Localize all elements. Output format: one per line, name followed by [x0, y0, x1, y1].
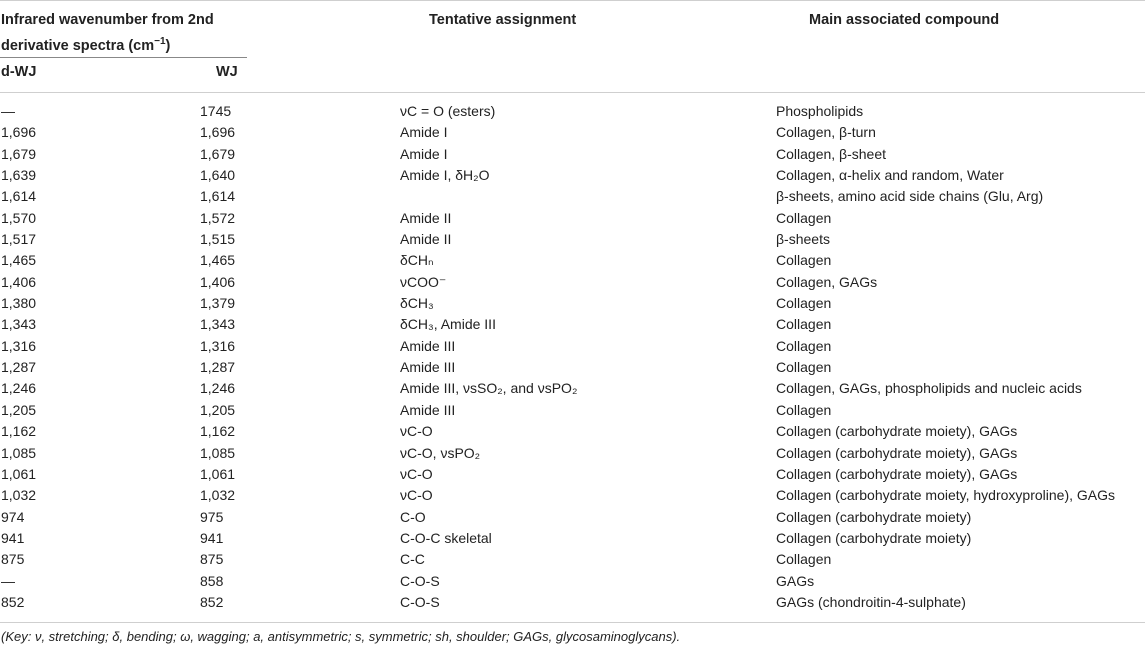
cell-assignment: νC-O — [400, 487, 433, 504]
cell-wj: 1,061 — [200, 465, 236, 482]
header-wavenumber-group — [1, 10, 214, 57]
table-row — [0, 378, 1145, 399]
header-col-wj: WJ — [216, 64, 238, 80]
cell-wj: 1745 — [200, 103, 232, 119]
cell-dwj: 1,696 — [1, 124, 37, 141]
cell-dwj: — — [1, 103, 15, 119]
cell-wj: 975 — [200, 508, 224, 525]
table-row — [0, 549, 1145, 570]
table-row — [0, 336, 1145, 357]
cell-compound: Collagen (carbohydrate moiety), GAGs — [776, 444, 1018, 461]
cell-wj: 1,406 — [200, 273, 236, 290]
table-row — [0, 144, 1145, 165]
cell-wj: 852 — [200, 593, 224, 610]
cell-wj: 1,246 — [200, 380, 236, 397]
table-row — [0, 272, 1145, 293]
cell-assignment: δCH₃, Amide III — [400, 316, 496, 333]
cell-wj: 1,640 — [200, 167, 236, 184]
cell-compound: Collagen, β-turn — [776, 124, 876, 141]
table-row — [0, 186, 1145, 207]
table-row — [0, 528, 1145, 549]
cell-wj: 1,696 — [200, 124, 236, 141]
cell-dwj: 1,162 — [1, 423, 37, 440]
cell-wj: 1,614 — [200, 188, 236, 205]
cell-compound: Collagen, GAGs — [776, 273, 878, 290]
cell-dwj: — — [1, 572, 15, 589]
cell-compound: Collagen — [776, 337, 832, 354]
cell-wj: 1,316 — [200, 337, 236, 354]
header-wavenumber-line1: Infrared wavenumber from 2nd — [1, 12, 214, 28]
cell-assignment: νC-O, νsPO₂ — [400, 444, 481, 461]
cell-dwj: 1,380 — [1, 295, 37, 312]
table-row — [0, 571, 1145, 592]
cell-dwj: 1,406 — [1, 273, 37, 290]
cell-dwj: 1,614 — [1, 188, 37, 205]
table-row — [0, 485, 1145, 506]
cell-compound: Collagen (carbohydrate moiety) — [776, 529, 972, 546]
table-row — [0, 421, 1145, 442]
cell-assignment: νC-O — [400, 465, 433, 482]
cell-assignment: Amide III — [400, 401, 456, 418]
cell-assignment: C-O-C skeletal — [400, 529, 492, 546]
cell-compound: GAGs — [776, 572, 815, 589]
cell-compound: Collagen (carbohydrate moiety), GAGs — [776, 423, 1018, 440]
header-group-underline — [0, 57, 247, 58]
table-body — [0, 101, 1145, 613]
cell-compound: Collagen — [776, 209, 832, 226]
cell-assignment: νC-O — [400, 423, 433, 440]
cell-wj: 858 — [200, 572, 224, 589]
cell-dwj: 1,287 — [1, 359, 37, 376]
table-row — [0, 229, 1145, 250]
cell-compound: GAGs (chondroitin-4-sulphate) — [776, 593, 966, 610]
cell-compound: Collagen — [776, 252, 832, 269]
cell-assignment: δCH₃ — [400, 295, 434, 312]
table-row — [0, 464, 1145, 485]
cell-dwj: 1,032 — [1, 487, 37, 504]
header-bottom-rule — [0, 92, 1145, 93]
cell-dwj: 1,246 — [1, 380, 37, 397]
cell-assignment: Amide III, νsSO₂, and νsPO₂ — [400, 380, 578, 397]
cell-dwj: 1,205 — [1, 401, 37, 418]
cell-assignment: Amide II — [400, 209, 452, 226]
table-row — [0, 293, 1145, 314]
cell-wj: 1,032 — [200, 487, 236, 504]
cell-compound: Collagen — [776, 316, 832, 333]
header-col-dwj: d-WJ — [1, 64, 37, 80]
table-bottom-rule — [0, 622, 1145, 623]
cell-wj: 1,205 — [200, 401, 236, 418]
table-footnote: (Key: ν, stretching; δ, bending; ω, wagging; a, antisymmetric; s, symmetric; sh, shoulder; GAGs, glycosaminoglycans). — [1, 629, 681, 644]
cell-compound: Collagen, β-sheet — [776, 145, 887, 162]
table-top-rule — [0, 0, 1145, 1]
table-row — [0, 250, 1145, 271]
cell-dwj: 1,465 — [1, 252, 37, 269]
table-row — [0, 122, 1145, 143]
cell-assignment: C-O-S — [400, 593, 440, 610]
cell-dwj: 1,570 — [1, 209, 37, 226]
cell-compound: β-sheets, amino acid side chains (Glu, Arg) — [776, 188, 1044, 205]
cell-dwj: 1,343 — [1, 316, 37, 333]
cell-compound: Phospholipids — [776, 103, 864, 119]
table-row — [0, 314, 1145, 335]
cell-dwj: 1,679 — [1, 145, 37, 162]
cell-dwj: 974 — [1, 508, 25, 525]
table-row — [0, 592, 1145, 613]
table-row — [0, 357, 1145, 378]
cell-compound: Collagen — [776, 295, 832, 312]
cell-wj: 1,679 — [200, 145, 236, 162]
cell-wj: 1,515 — [200, 231, 236, 248]
cell-wj: 1,287 — [200, 359, 236, 376]
cell-assignment: Amide II — [400, 231, 452, 248]
cell-assignment: Amide I, δH₂O — [400, 167, 490, 184]
cell-assignment: Amide III — [400, 337, 456, 354]
cell-assignment: C-O-S — [400, 572, 440, 589]
cell-compound: Collagen — [776, 551, 832, 568]
header-wavenumber-line2: derivative spectra $(cm^{-1})$ — [1, 36, 171, 54]
cell-wj: 1,162 — [200, 423, 236, 440]
cell-wj: 875 — [200, 551, 224, 568]
cell-wj: 1,379 — [200, 295, 236, 312]
cell-wj: 1,465 — [200, 252, 236, 269]
cell-dwj: 1,517 — [1, 231, 37, 248]
table-row — [0, 165, 1145, 186]
cell-assignment: C-O — [400, 508, 426, 525]
cell-dwj: 1,085 — [1, 444, 37, 461]
table-row — [0, 443, 1145, 464]
cell-dwj: 1,061 — [1, 465, 37, 482]
cell-assignment: Amide I — [400, 145, 448, 162]
cell-dwj: 875 — [1, 551, 25, 568]
cell-assignment: Amide I — [400, 124, 448, 141]
cell-wj: 1,572 — [200, 209, 236, 226]
table-row — [0, 101, 1145, 122]
cell-dwj: 1,316 — [1, 337, 37, 354]
cell-compound: Collagen, GAGs, phospholipids and nucleic acids — [776, 380, 1082, 397]
header-col-assignment: Tentative assignment — [429, 12, 577, 28]
cell-wj: 1,343 — [200, 316, 236, 333]
cell-compound: Collagen, α-helix and random, Water — [776, 167, 1004, 184]
cell-compound: Collagen — [776, 401, 832, 418]
cell-compound: Collagen (carbohydrate moiety) — [776, 508, 972, 525]
cell-dwj: 1,639 — [1, 167, 37, 184]
cell-dwj: 941 — [1, 529, 25, 546]
cell-compound: β-sheets — [776, 231, 830, 248]
cell-compound: Collagen — [776, 359, 832, 376]
cell-assignment: δCHₙ — [400, 252, 434, 269]
cell-wj: 941 — [200, 529, 224, 546]
table-row — [0, 208, 1145, 229]
cell-assignment: νCOO⁻ — [400, 273, 447, 290]
cell-assignment: C-C — [400, 551, 425, 568]
cell-compound: Collagen (carbohydrate moiety), GAGs — [776, 465, 1018, 482]
cell-assignment: νC = O (esters) — [400, 103, 496, 119]
cell-assignment: Amide III — [400, 359, 456, 376]
table-row — [0, 507, 1145, 528]
cell-dwj: 852 — [1, 593, 25, 610]
cell-compound: Collagen (carbohydrate moiety, hydroxyproline), GAGs — [776, 487, 1116, 504]
table-row — [0, 400, 1145, 421]
header-col-compound: Main associated compound — [809, 12, 1000, 28]
cell-wj: 1,085 — [200, 444, 236, 461]
